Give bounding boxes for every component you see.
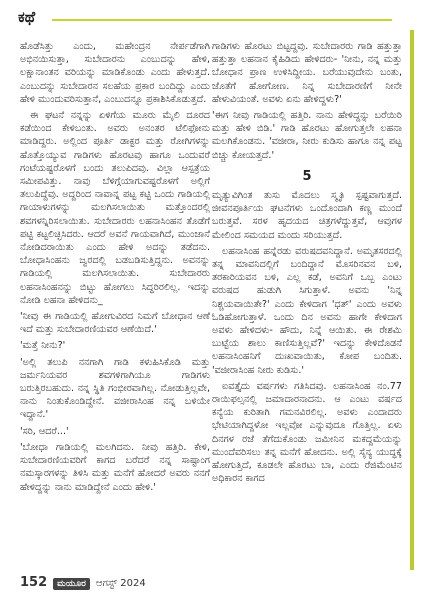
section-header <box>0 0 422 34</box>
section-title: ಕಥೆ <box>18 8 36 26</box>
magazine-logo: ಮಯೂರ <box>53 578 90 590</box>
page-edge-stripe <box>410 30 414 570</box>
page-number: 152 <box>20 575 48 590</box>
paragraph: ಗಾಡಿಗಳು ಹೊರಟು ಬಿಟ್ಟದ್ದವು. ಸುಬೇದಾರರು ಗಾಡಿ ಹತ್ತುತ್ತಾ ಹತ್ತುತ್ತಾ ಲಹನಾನ ಕೈಹಿಡಿದು ಹೇಳಿದರು- 'ನೀನು, ನನ್ನ ಮತ್ತು ಬೋಧಾನ ಪ್ರಾಣ ಉಳಿಸಿದ್ದೀಯ. ಬರೆಯುವುದೇನು ಬಂತು, ಜೊತೆಗೆ ಹೋಗೋಣ. ನಿನ್ನ ಸುಬೇದಾರಣಿಗೆ ನೀನೇ ಹೇಳುವಿಯಂತೆ. ಅವಳು ಏನು ಹೇಳಿದ್ದಳು?' <box>212 41 402 105</box>
paragraph: ಈ ಘಟನೆ ನನ್ನನ್ನು ಏಳಿಗೆಯ ಮೂರು ಮೈಲಿ ದೂರದ ಕಡೆಯಿಂದ ಕೇಳಿಬಂತು. ಅವರು ಅನಂತರ ಟೆಲಿಫೋನು ಮಾಡಿದ್ದರು. ಅಲ್ಲಿಂದ ಪೂರ್ತಿ ಡಾಕ್ಟರ ಮತ್ತು ರೋಗಿಗಳನ್ನು ಹೊತ್ತೊಯ್ಯುವ ಗಾಡಿಗಳು ಹೊರಟವು ಹಾಗೂ ಒಂದುವರೆ ಗಂಟೆಯಷ್ಟರೊಳಗೆ ಬಂದು ತಲುಪಿದವು. ವಿಲ್ಲಾ ಆಸ್ಪತ್ರೆಯ ಸಮೀಪವಿತ್ತು. ನಾವು ಬೆಳಿಗ್ಗೆಯಾಗುವಷ್ಟರೊಳಗೆ ಅಲ್ಲಿಗೆ ತಲುಪಿದ್ದೆವು. ಅದ್ದರಿಂದ ನಾವಾನ್ನ ಪಟ್ಟ ಕಟ್ಟಿ ಒಂದು ಗಾಡಿಯಲ್ಲಿ ಗಾಯಾಳುಗಳನ್ನು ಮಲಗಿಸಲಾಯಿತು ಮತ್ತೊಂದರಲ್ಲಿ ಶವಗಳನ್ನಿರಿಸಲಾಯಿತು. ಸುಬೇದಾರರು ಲಹನಾಸಿಂಹನ ತೊಡೆಗೆ ಪಟ್ಟಿ ಕಟ್ಟಲಿಚ್ಛಿಸಿದರು. ಆದರೆ ಅವನೆ ಗಾಯವಾಗಿದೆ, ಮುಂಜಾನೆ ನೋಡಿದರಾಯಿತು ಎಂದು ಹೇಳಿ ಅದನ್ನು ತಡೆದನು. ಬೋಧಾಸಿಂಹನು ಜ್ವರದಲ್ಲಿ ಬಡಬಡಿಸುತ್ತಿದ್ದನು. ಅವನನ್ನು ಗಾಡಿಯಲ್ಲಿ ಮಲಗಿಸಲಾಯಿತು. ಸುಬೇದಾರರು ಲಹನಾಸಿಂಹನನ್ನು ಬಿಟ್ಟು ಹೋಗಲು ಸಿದ್ಧರಿರಲಿಲ್ಲ. ಇದನ್ನು ನೋಡಿ ಲಹನಾ ಹೇಳಿದನು_ <box>20 110 210 306</box>
dialogue-paragraph: 'ಈಗ ನೀವು ಗಾಡಿಯಲ್ಲಿ ಹತ್ತಿರಿ. ನಾನು ಹೇಳಿದ್ದನ್ನು ಬರೆಯಿರಿ ಮತ್ತು ಹೇಳಿ ಬಿಡಿ.' ಗಾಡಿ ಹೊರಟು ಹೋಗುತ್ತಲೇ ಲಹನಾ ಮಲಗಿಕೊಂಡನು. 'ವಜೀರಾ, ನೀರು ಕುಡಿಸು ಹಾಗೂ ನನ್ನ ಪಟ್ಟ ಬಿಚ್ಚು ಕೋಯತ್ತದೆ.' <box>212 110 402 161</box>
paragraph: ಲಹನಾಸಿಂಹ ಹನ್ನೆರಡು ವರುಷದವನಿದ್ದಾನೆ. ಅಮೃತಸರದಲ್ಲಿ ತನ್ನ ಮಾವನಿದಲ್ಲಿಗೆ ಬಂದಿದ್ದಾನೆ ಮೊಸರಿನವನ ಬಳಿ, ತರಕಾರಿಯವನ ಬಳಿ, ಎಲ್ಲ ಕಡೆ, ಅವನಿಗೆ ಒಬ್ಬ ಎಂಟು ವರುಷದ ಹುಡುಗಿ ಸಿಗುತ್ತಾಳೆ. ಅವನು 'ನಿನ್ನ ನಿಶ್ಚಯವಾಯಿತೇ?' ಎಂದು ಕೇಳಿದಾಗ 'ಧತ್' ಎಂದು ಅವಳು ಓಡಿಹೋಗುತ್ತಾಳೆ. ಒಂದು ದಿನ ಅವನು ಹಾಗೇ ಕೇಳಿದಾಗ ಅವಳು ಹೇಳಿದಳು- ಹೌದು, ನಿನ್ನೆ ಆಯಿತು. ಈ ರೇಶಮಿ ಬುಟ್ಟೆಯ ಶಾಲು ಕಾಣಿಸುತ್ತಿಲ್ಲವೆ?' ಇದನ್ನು ಕೇಳಿದೊಡನೆ ಲಹನಾಸಿಂಹನಿಗೆ ದುಃಖವಾಯಿತು, ಕೋಪ ಬಂದಿತು. 'ವಜೀರಾಸಿಂಹ ನೀರು ಕುಡಿಸು.' <box>212 245 402 376</box>
section-number: 5 <box>302 168 312 184</box>
dialogue-paragraph: 'ಸರಿ, ಆದರೆ...' <box>20 425 69 437</box>
left-column <box>20 40 210 497</box>
paragraph: ಐವತ್ತೈದು ವರ್ಷಗಳು ಗತಿಸಿದವು. ಲಹನಾಸಿಂಹ ನಂ.77 ರಾಯಿಫಲ್ಸನಲ್ಲಿ ಜಮಾದಾರನಾದನು. ಆ ಎಂಟು ವರ್ಷದ ಕನ್ಯೆಯ ಕುರಿತಾಗಿ ಗಮನವಿರಲಿಲ್ಲ. ಅವಳು ಎಂದಾದರು ಭೇಟಿಯಾಗಿದ್ದಳೋ ಇಲ್ಲವೋ ಎನ್ನುವುದೂ ಗೊತ್ತಿಲ್ಲ. ಏಳು ದಿನಗಳ ರಜೆ ತೆಗೆದುಕೊಂಡು ಜಮೀನಿನ ಮಕದ್ದಮೆಯನ್ನು ಮುಂದೆವರಿಸಲು ತನ್ನ ಮನೆಗೆ ಹೋದನು. ಅಲ್ಲಿ ಸೈನ್ಯ ಯುದ್ಧಕ್ಕೆ ಹೋಗುತ್ತಿದೆ, ಕೂಡಲೇ ಹೊರಟು ಬಾ, ಎಂದು ರೆಜಿಮೆಂಟಿನ ಅಧಿಕಾರನ ಕಾಗದ <box>212 380 402 485</box>
dialogue-paragraph: 'ಬೋಧಾ ಗಾಡಿಯಲ್ಲಿ ಮಲಗಿದನು. ನೀವು ಹತ್ತಿರಿ. ಕೇಳಿ, ಸುಬೇದಾರಣಿಯವರಿಗೆ ಕಾಗದ ಬರೆದರೆ ನನ್ನ ಸಾಷ್ಟಾಂಗ ನಮಸ್ಕಾರಗಳನ್ನು ತಿಳಿಸಿ ಮತ್ತು ಮನೆಗೆ ಹೋದರೆ ಅವರು ನನಗೆ ಹೇಳಿದ್ದನ್ನು ನಾನು ಮಾಡಿದ್ದೇನೆ ಎಂದು ಹೇಳಿ.' <box>20 441 210 493</box>
page-footer <box>20 575 146 593</box>
dialogue-paragraph: 'ನೀವು ಈ ಗಾಡಿಯಲ್ಲಿ ಹೋಗುವಿರದ ನಿಮಗೆ ಬೋಧಾನ ಆಣೆ ಇದೆ ಮತ್ತು ಸುಬೇದಾರಣಿಯವರ ಆಣೆಯಿದೆ.' <box>20 311 210 336</box>
paragraph: ಹೊಡೆಸಿತ್ತು ಎಂದು, ಮಹೇಂದ್ರನ ನೇರ್ಪಡೆಗಾಗಿ ಅಭಿನಯಿಸುತ್ತಾ, ಸುಬೇದಾರನು ಎಂಬುದನ್ನು ಹೇಳಿ, ಲಕ್ಷಾನಾಂತನ ವರಿಯನ್ನು ಮಾಡಿಕೊಂಡು ಎಂದು ಹೇಳುತ್ತದೆ. ಎಂಬುದನ್ನು ಸುಬೇದಾರನ ಸಲಹೆಯ ಪ್ರಕಾರ ಬಂದಿದ್ದು ಎಂದು ಹೇಳಿ ಮುಂದುವರಿಸುತ್ತಾನೆ, ಎಂಬುದನ್ನೂ ಪ್ರಕಾಶಿಸಿಕೊಡುತ್ತದೆ. <box>20 41 210 105</box>
dialogue-paragraph: 'ಮತ್ತೆ ನೀನು?' <box>20 340 66 352</box>
right-column <box>212 40 402 489</box>
section-divider <box>52 19 392 21</box>
dialogue-paragraph: 'ಅಲ್ಲಿ ತಲುಪಿ ನನಗಾಗಿ ಗಾಡಿ ಕಳುಹಿಸಿಕೊಡಿ ಮತ್ತು ಜರ್ಮನಿಯವರ ಶವಗಳಿಗಾಗಿಯೂ ಗಾಡಿಗಳು ಬರುತ್ತಿರಬಹುದು. ನನ್ನ ಸ್ಥಿತಿ ಗಂಭೀರವಾಗಿಲ್ಲ. ನೋಡುತ್ತಿಲ್ಲವೇ, ನಾನು ನಿಂತುಕೊಂಡಿದ್ದೇನೆ. ವಜೀರಾಸಿಂಹ ನನ್ನ ಬಳಿಯೇ ಇದ್ದಾನೆ.' <box>20 356 210 421</box>
issue-date: ಆಗಸ್ಟ್ 2024 <box>95 578 146 589</box>
paragraph: ಮೃತ್ಯುವಿಗಿಂತ ತುಸು ಮೊದಲು ಸ್ಮೃತಿ ಸ್ಪಷ್ಟವಾಗುತ್ತದೆ. ಜೀವನಪೂರ್ತಿಯ ಘಟನೆಗಳು ಒಂದೊಂದಾಗಿ ಕಣ್ಣ ಮುಂದೆ ಬರುತ್ತವೆ. ಸರಳ ಹೃದಯದ ಚಿತ್ರಗಳೆದ್ದುತ್ತವೆ, ಆವುಗಳ ಮೇಲಿಂದ ಸಮಯದ ಮಂದು ಸರಿಯುತ್ತದೆ. <box>212 190 402 241</box>
